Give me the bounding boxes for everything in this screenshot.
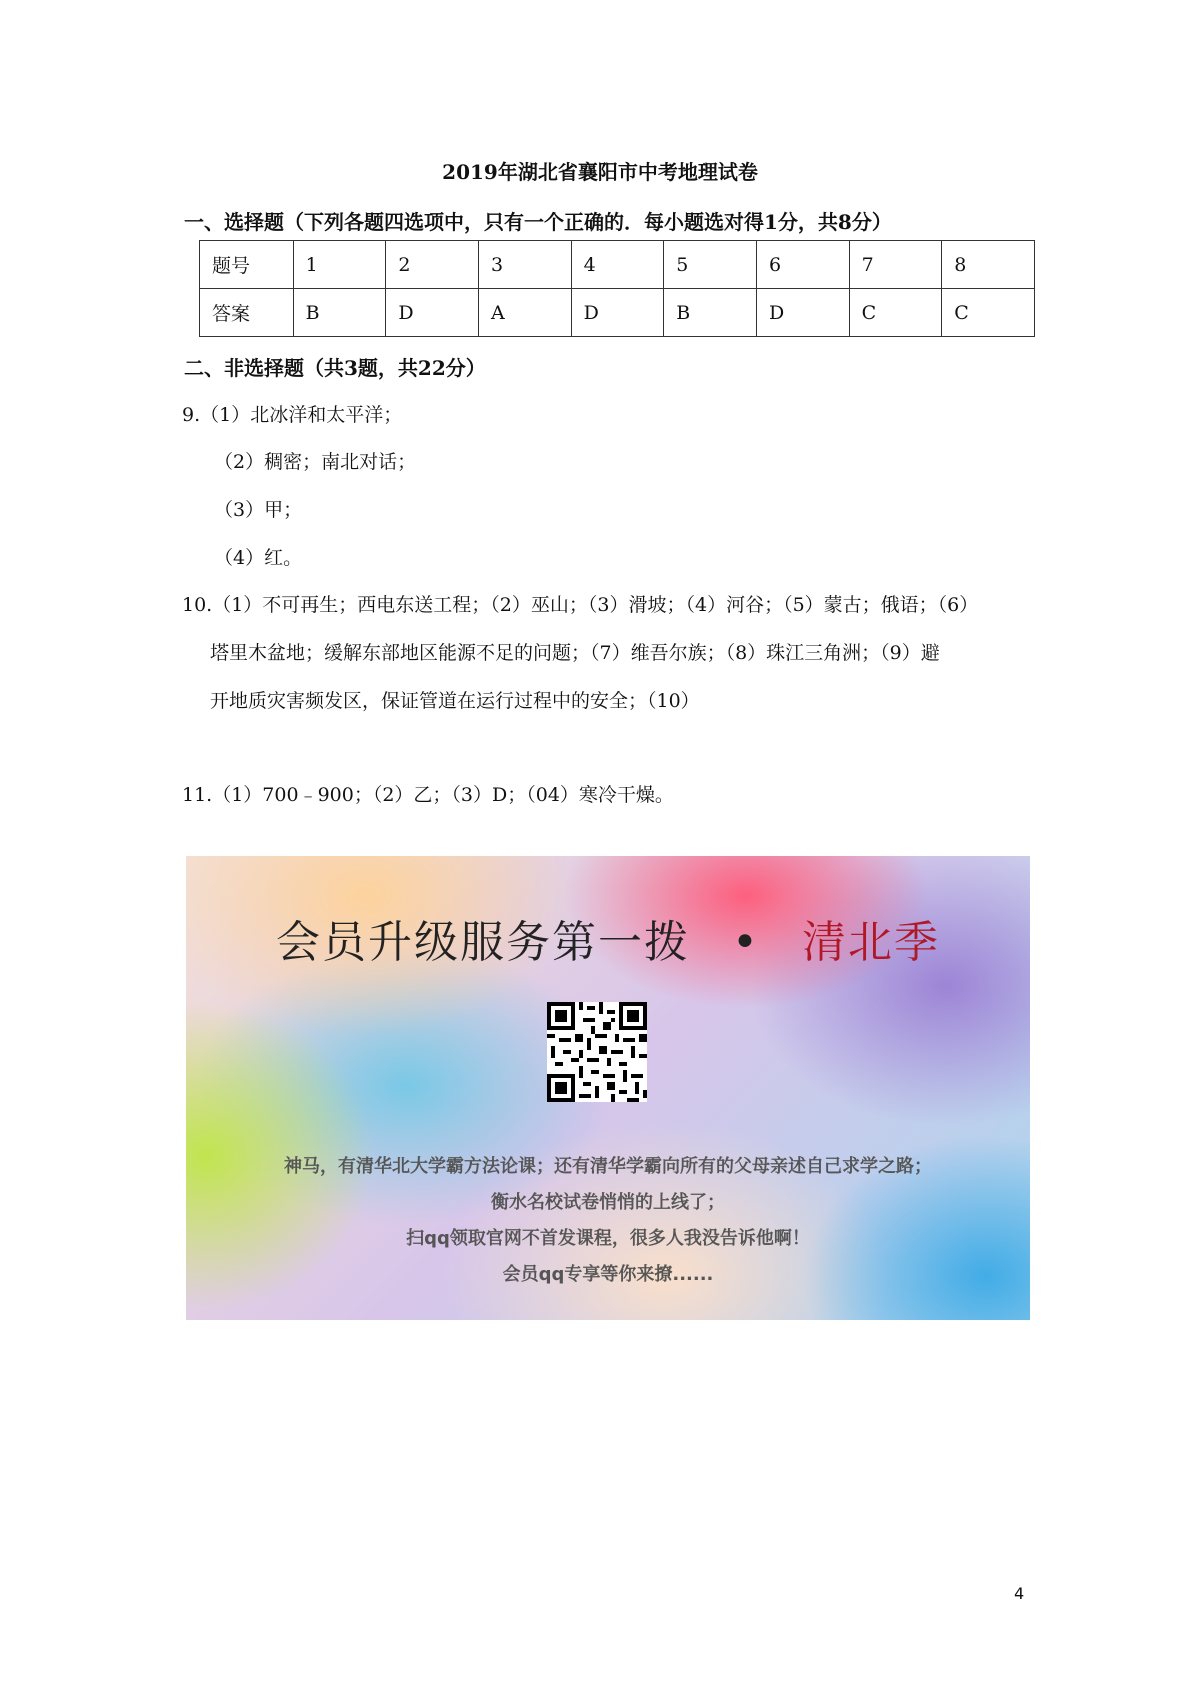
table-cell: 6 (756, 241, 849, 289)
table-cell: D (571, 289, 664, 337)
table-cell: 1 (293, 241, 386, 289)
section-2-heading: 二、非选择题（共3题，共22分） (184, 356, 486, 380)
table-cell: 2 (386, 241, 479, 289)
q10-line-2: 塔里木盆地；缓解东部地区能源不足的问题；（7）维吾尔族；（8）珠江三角洲；（9）避 (210, 642, 940, 664)
banner-line-2: 衡水名校试卷悄悄的上线了； (491, 1192, 725, 1213)
banner-title-right: 清北季 (801, 917, 940, 968)
banner-title-dot: • (732, 917, 760, 968)
page-title: 2019年湖北省襄阳市中考地理试卷 (442, 160, 758, 184)
table-cell: 3 (478, 241, 571, 289)
table-cell: 4 (571, 241, 664, 289)
banner-line-3: 扫qq领取官网不首发课程，很多人我没告诉他啊！ (406, 1228, 810, 1249)
q10-line-3: 开地质灾害频发区，保证管道在运行过程中的安全；（10） (210, 690, 700, 712)
qr-code-icon (547, 1002, 647, 1102)
q10-line-1: 10.（1）不可再生；西电东送工程；（2）巫山；（3）滑坡；（4）河谷；（5）蒙古；俄语；（6） (182, 594, 979, 616)
table-row-header (200, 241, 1035, 289)
table-cell: B (293, 289, 386, 337)
table-cell: 5 (664, 241, 757, 289)
table-cell: C (849, 289, 942, 337)
section-1-heading: 一、选择题（下列各题四选项中，只有一个正确的．每小题选对得1分，共8分） (184, 210, 892, 234)
banner-line-4: 会员qq专享等你来撩...... (502, 1264, 714, 1285)
q9-line-3: （3）甲； (214, 499, 303, 521)
table-cell: 题号 (200, 241, 294, 289)
table-cell: 答案 (200, 289, 294, 337)
table-cell: A (478, 289, 571, 337)
table-cell: 7 (849, 241, 942, 289)
page-number: 4 (1014, 1584, 1025, 1603)
table-cell: 8 (942, 241, 1035, 289)
table-cell: D (386, 289, 479, 337)
q9-line-2: （2）稠密；南北对话； (214, 451, 417, 473)
banner-line-1: 神马，有清华北大学霸方法论课；还有清华学霸向所有的父母亲述自己求学之路； (284, 1156, 932, 1177)
banner-title (186, 906, 1030, 970)
table-cell: C (942, 289, 1035, 337)
promo-banner (186, 856, 1030, 1320)
table-row-answers (200, 289, 1035, 337)
q11-line: 11.（1）700﹣900；（2）乙；（3）D；（04）寒冷干燥。 (182, 784, 674, 806)
banner-title-left: 会员升级服务第一拨 (276, 917, 691, 968)
q9-line-4: （4）红。 (214, 547, 303, 569)
answer-table (199, 240, 1035, 337)
table-cell: D (756, 289, 849, 337)
q9-line-1: 9.（1）北冰洋和太平洋； (182, 404, 403, 426)
table-cell: B (664, 289, 757, 337)
